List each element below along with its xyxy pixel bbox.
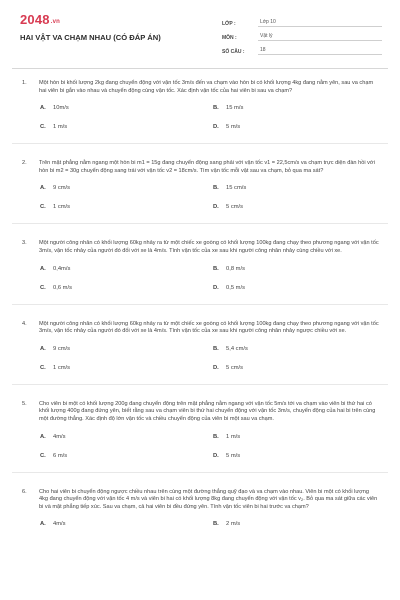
site-logo[interactable] xyxy=(20,12,60,27)
option-row xyxy=(40,453,400,462)
option-row xyxy=(40,285,400,294)
options xyxy=(40,346,400,374)
option-a[interactable] xyxy=(40,105,213,114)
option-a[interactable] xyxy=(40,434,213,443)
meta-label: SỐ CÂU : xyxy=(222,49,245,55)
question-1 xyxy=(0,80,400,144)
option-c[interactable] xyxy=(40,453,213,462)
option-letter: A. xyxy=(40,265,46,272)
option-text: 9 cm/s xyxy=(53,185,71,192)
option-letter: C. xyxy=(40,204,46,211)
question-4 xyxy=(0,321,400,385)
option-c[interactable] xyxy=(40,285,213,294)
options xyxy=(40,266,400,294)
question-number: 6. xyxy=(22,488,27,495)
option-row xyxy=(40,346,400,355)
question-6 xyxy=(0,489,400,531)
option-letter: C. xyxy=(40,452,46,459)
option-letter: A. xyxy=(40,345,46,352)
option-text: 5 cm/s xyxy=(226,204,244,211)
options xyxy=(40,434,400,462)
option-letter: B. xyxy=(213,105,219,112)
option-text: 4m/s xyxy=(53,521,66,528)
meta-row-class xyxy=(222,15,382,27)
option-text: 0,5 m/s xyxy=(226,284,246,291)
meta-value: 18 xyxy=(258,47,382,55)
question-text: Trên mặt phẳng nằm ngang một hòn bi m1 = 15g đang chuyển động sang phải với vận tốc v1 = 22,5cm/s va chạm trực diện đàn hồi với hòn bi m2 = 30g chuyển động sang trái với vận tốc v2 = 18cm/s. Tìm vận tốc mỗi vật sau va chạm, bỏ qua ma sát? xyxy=(39,160,375,174)
option-text: 15 cm/s xyxy=(226,185,247,192)
option-row xyxy=(40,204,400,213)
question-text: Cho viên bi một có khối lượng 200g đang chuyển động trên mặt phẳng nằm ngang với vận tốc 5m/s tới va chạm vào viên bi thứ hai có khối lượng 400g đang đứng yên, biết rằng sau va chạm viên bi thứ hai chuyển động với vận tốc 3m/s, chuyển động của hai bi trên cùng một đường thẳng. Xác định độ lớn vận tốc và chiều chuyển động của viên bi một sau va chạm. xyxy=(39,400,376,422)
logo-text: 2048 xyxy=(20,12,50,27)
option-letter: C. xyxy=(40,124,46,131)
option-a[interactable] xyxy=(40,346,213,355)
question-divider xyxy=(12,304,388,305)
question-text: Một người công nhân có khối lượng 60kg nhảy ra từ một chiếc xe goòng có khối lượng 100kg đang chạy theo phương ngang với vận tốc 3m/s, vận tốc nhảy của người đó đối với xe là 4m/s. Tính vận tốc của xe sau khi người công nhân nhảy cùng chiều với xe. xyxy=(39,240,379,254)
question-divider xyxy=(12,143,388,144)
option-c[interactable] xyxy=(40,204,213,213)
option-text: 10m/s xyxy=(53,105,69,112)
logo-suffix: .vn xyxy=(50,19,61,25)
option-d[interactable] xyxy=(213,453,386,462)
option-text: 15 m/s xyxy=(226,105,244,112)
question-2 xyxy=(0,160,400,224)
option-text: 1 cm/s xyxy=(53,364,71,371)
option-text: 4m/s xyxy=(53,433,66,440)
option-text: 0,6 m/s xyxy=(53,284,73,291)
meta-row-subject xyxy=(222,29,382,41)
option-b[interactable] xyxy=(213,185,386,194)
meta-label: MÔN : xyxy=(222,35,237,41)
option-c[interactable] xyxy=(40,124,213,133)
option-text: 1 m/s xyxy=(53,124,68,131)
meta-label: LỚP : xyxy=(222,21,236,27)
question-list xyxy=(0,80,400,546)
option-row xyxy=(40,124,400,133)
option-text: 1 m/s xyxy=(226,433,241,440)
question-text: Một người công nhân có khối lượng 60kg nhảy ra từ một chiếc xe goòng có khối lượng 100kg đang chạy theo phương ngang với vận tốc 3m/s, vận tốc nhảy của người đó đối với xe là 4m/s. Tính vận tốc của xe sau khi người công nhân nhảy ngược chiều với xe. xyxy=(39,320,379,335)
option-row xyxy=(40,105,400,114)
option-a[interactable] xyxy=(40,185,213,194)
option-b[interactable] xyxy=(213,434,386,443)
option-b[interactable] xyxy=(213,346,386,355)
option-letter: D. xyxy=(213,284,219,291)
option-text: 0,8 m/s xyxy=(226,265,246,272)
question-text-part: . Bỏ qua ma sát giữa các viên bi và mặt phẳng tiếp xúc. Sau va chạm, cả hai viên bi đều đứng yên. Tính vận tốc viên bi hai trước va chạm? xyxy=(39,496,378,510)
question-3 xyxy=(0,240,400,304)
question-divider xyxy=(12,384,388,385)
option-text: 5 m/s xyxy=(226,124,241,131)
meta-info xyxy=(222,15,382,57)
question-number: 2. xyxy=(22,160,27,167)
option-b[interactable] xyxy=(213,105,386,114)
option-text: 5 cm/s xyxy=(226,364,244,371)
option-text: 0,4m/s xyxy=(53,265,71,272)
option-letter: A. xyxy=(40,433,46,440)
option-c[interactable] xyxy=(40,365,213,374)
option-row xyxy=(40,266,400,275)
option-row xyxy=(40,365,400,374)
question-number: 3. xyxy=(22,240,27,247)
meta-row-count xyxy=(222,43,382,55)
option-letter: B. xyxy=(213,185,219,192)
question-5 xyxy=(0,401,400,473)
option-text: 9 cm/s xyxy=(53,345,71,352)
meta-value: Vật lý xyxy=(258,33,382,41)
option-d[interactable] xyxy=(213,124,386,133)
option-letter: B. xyxy=(213,521,219,528)
option-row xyxy=(40,185,400,194)
option-text: 6 m/s xyxy=(53,452,68,459)
option-letter: D. xyxy=(213,124,219,131)
question-number: 5. xyxy=(22,400,27,407)
question-number: 1. xyxy=(22,80,27,86)
option-letter: B. xyxy=(213,433,219,440)
option-letter: C. xyxy=(40,364,46,371)
option-text: 2 m/s xyxy=(226,521,241,528)
question-divider xyxy=(12,223,388,224)
subscript: 2 xyxy=(300,497,304,503)
option-row xyxy=(40,521,400,530)
question-number: 4. xyxy=(22,320,27,327)
option-letter: A. xyxy=(40,185,46,192)
options xyxy=(40,185,400,213)
option-a[interactable] xyxy=(40,521,213,530)
option-letter: A. xyxy=(40,521,46,528)
option-letter: A. xyxy=(40,105,46,112)
option-b[interactable] xyxy=(213,521,386,530)
option-letter: B. xyxy=(213,345,219,352)
option-d[interactable] xyxy=(213,204,386,213)
option-d[interactable] xyxy=(213,365,386,374)
option-text: 1 cm/s xyxy=(53,204,71,211)
option-b[interactable] xyxy=(213,266,386,275)
option-letter: D. xyxy=(213,452,219,459)
question-text-part: Cho hai viên bi chuyển động ngược chiều nhau trên cùng một đường thẳng quỹ đạo và va chạm vào nhau. Viên bi một có khối lượng 4kg đang chuyển động với vận tốc 4 m/s và viên bi hai có khối lượng 8kg đang chuyển động với vận tốc v xyxy=(39,488,369,503)
option-d[interactable] xyxy=(213,285,386,294)
option-text: 5,4 cm/s xyxy=(226,345,248,352)
option-text: 5 m/s xyxy=(226,452,241,459)
options xyxy=(40,105,400,133)
option-a[interactable] xyxy=(40,266,213,275)
option-letter: B. xyxy=(213,265,219,272)
header-divider xyxy=(12,68,388,69)
question-text: Một hòn bi khối lượng 2kg đang chuyển động với vận tốc 3m/s đến va chạm vào hòn bi có khối lượng 4kg đang nằm yên, sau va chạm hai viên bi gắn vào nhau và chuyển động cùng vận tốc. Xác định vận tốc của hai viên bi sau va chạm? xyxy=(39,80,374,94)
option-row xyxy=(40,434,400,443)
page-title: HAI VẬT VA CHẠM NHAU (CÓ ĐÁP ÁN) xyxy=(20,33,161,42)
option-letter: D. xyxy=(213,364,219,371)
question-text xyxy=(39,489,379,512)
meta-value: Lớp 10 xyxy=(258,19,382,27)
option-letter: C. xyxy=(40,284,46,291)
option-letter: D. xyxy=(213,204,219,211)
question-divider xyxy=(12,472,388,473)
options xyxy=(40,521,400,530)
